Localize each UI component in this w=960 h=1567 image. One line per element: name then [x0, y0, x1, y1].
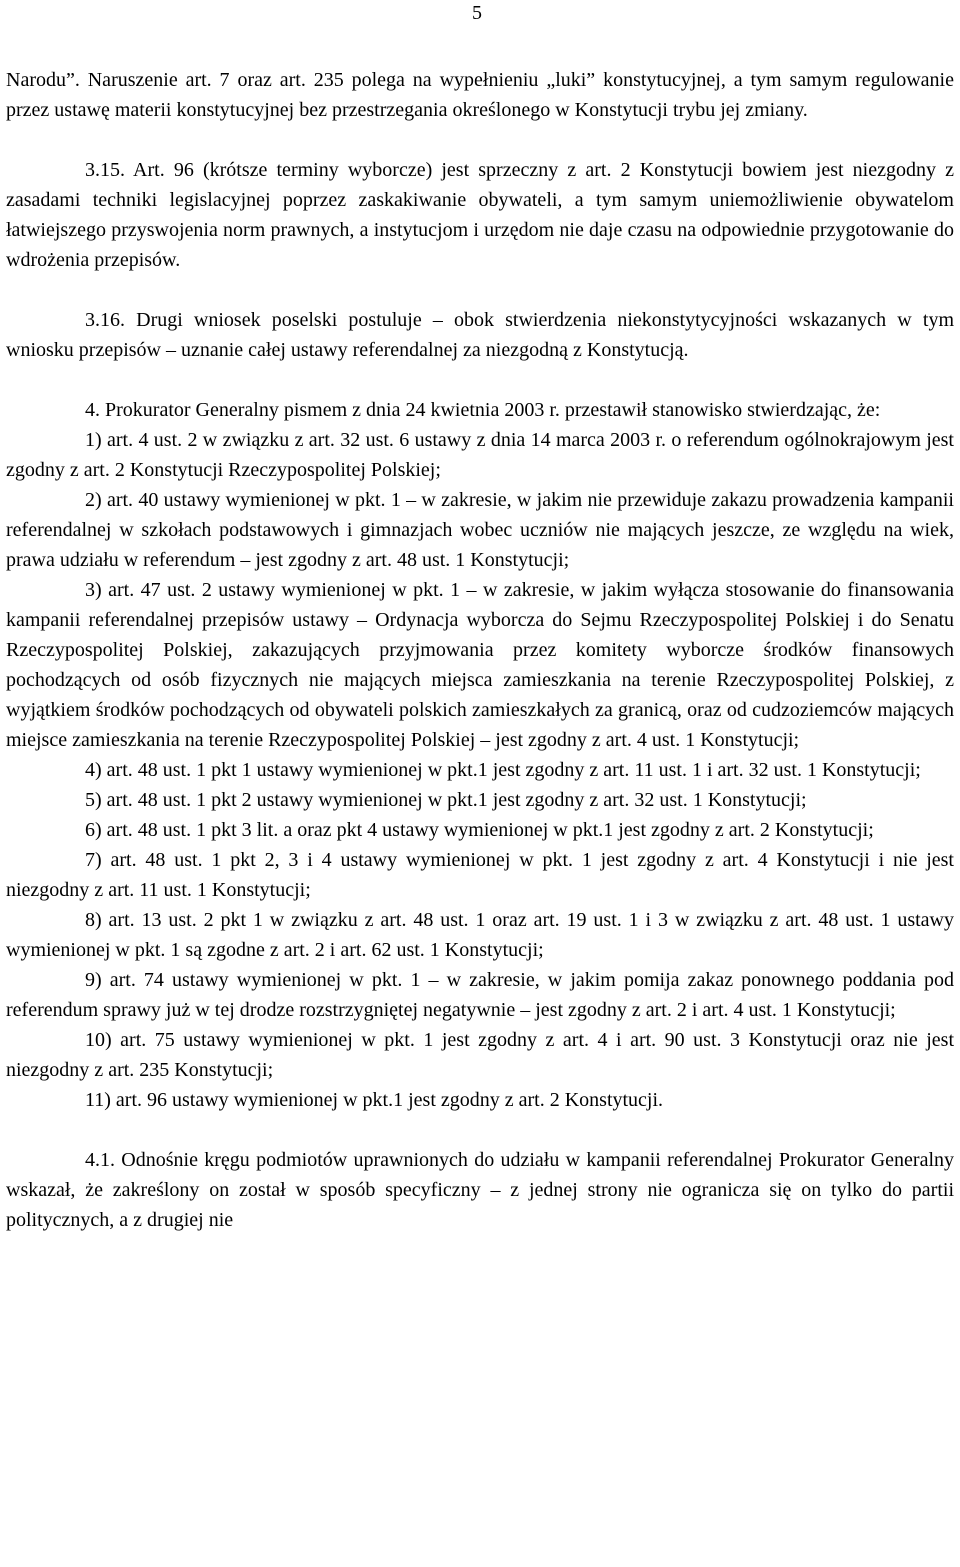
list-item-7: 7) art. 48 ust. 1 pkt 2, 3 i 4 ustawy wymienionej w pkt. 1 jest zgodny z art. 4 Konstytucji i nie jest niezgodny z art. 11 ust. 1 Konstytucji; [6, 849, 954, 901]
list-item-9: 9) art. 74 ustawy wymienionej w pkt. 1 – w zakresie, w jakim pomija zakaz ponownego poddania pod referendum sprawy już w tej drodze rozstrzygniętej negatywnie – jest zgodny z art. 2 i art. 4 ust. 1 Konstytucji; [6, 969, 954, 1021]
paragraph-4: 4. Prokurator Generalny pismem z dnia 24 kwietnia 2003 r. przestawił stanowisko stwierdzając, że: [85, 399, 881, 421]
list-item-2: 2) art. 40 ustawy wymienionej w pkt. 1 – w zakresie, w jakim nie przewiduje zakazu prowadzenia kampanii referendalnej w szkołach podstawowych i gimnazjach wobec uczniów nie mających jeszcze, ze względu na wiek, prawa udziału w referendum – jest zgodny z art. 48 ust. 1 Konstytucji; [6, 489, 954, 571]
list-item-5: 5) art. 48 ust. 1 pkt 2 ustawy wymienionej w pkt.1 jest zgodny z art. 32 ust. 1 Konstytucji; [85, 789, 807, 811]
list-item-3: 3) art. 47 ust. 2 ustawy wymienionej w pkt. 1 – w zakresie, w jakim wyłącza stosowanie do finansowania kampanii referendalnej przepisów ustawy – Ordynacja wyborcza do Sejmu Rzeczypospolitej Polskiej i do Senatu Rzeczypospolitej Polskiej, zakazujących przyjmowania przez komitety wyborcze środków finansowych pochodzących od osób fizycznych nie mających miejsca zamieszkania na terenie Rzeczypospolitej Polskiej, z wyjątkiem środków pochodzących od obywateli polskich zamieszkałych za granicą, oraz od cudzoziemców mających miejsce zamieszkania na terenie Rzeczypospolitej Polskiej – jest zgodny z art. 4 ust. 1 Konstytucji; [6, 579, 954, 751]
paragraph-gap [6, 125, 954, 155]
paragraph-3-15: 3.15. Art. 96 (krótsze terminy wyborcze) jest sprzeczny z art. 2 Konstytucji bowiem jest niezgodny z zasadami techniki legislacyjnej poprzez zaskakiwanie obywateli, a tym samym uniemożliwienie obywatelom łatwiejszego przyswojenia norm prawnych, a instytucjom i urzędom nie daje czasu na odpowiednie przygotowanie do wdrożenia przepisów. [6, 159, 954, 271]
list-item-10: 10) art. 75 ustawy wymienionej w pkt. 1 jest zgodny z art. 4 i art. 90 ust. 3 Konstytucji oraz nie jest niezgodny z art. 235 Konstytucji; [6, 1029, 954, 1081]
paragraph-continuation: Narodu”. Naruszenie art. 7 oraz art. 235 polega na wypełnieniu „luki” konstytucyjnej, a tym samym regulowanie przez ustawę materii konstytucyjnej bez przestrzegania określonego w Konstytucji trybu jej zmiany. [6, 69, 954, 121]
list-item-1: 1) art. 4 ust. 2 w związku z art. 32 ust. 6 ustawy z dnia 14 marca 2003 r. o referendum ogólnokrajowym jest zgodny z art. 2 Konstytucji Rzeczypospolitej Polskiej; [6, 429, 954, 481]
paragraph-3-16: 3.16. Drugi wniosek poselski postuluje – obok stwierdzenia niekonstytycyjności wskazanych w tym wniosku przepisów – uznanie całej ustawy referendalnej za niezgodną z Konstytucją. [6, 309, 954, 361]
document-body [6, 65, 954, 1235]
paragraph-gap [6, 275, 954, 305]
paragraph-gap [6, 1115, 954, 1145]
page-number: 5 [472, 2, 482, 24]
list-item-11: 11) art. 96 ustawy wymienionej w pkt.1 jest zgodny z art. 2 Konstytucji. [85, 1089, 664, 1111]
list-item-4: 4) art. 48 ust. 1 pkt 1 ustawy wymienionej w pkt.1 jest zgodny z art. 11 ust. 1 i art. 32 ust. 1 Konstytucji; [85, 759, 921, 781]
paragraph-gap [6, 365, 954, 395]
list-item-8: 8) art. 13 ust. 2 pkt 1 w związku z art. 48 ust. 1 oraz art. 19 ust. 1 i 3 w związku z art. 48 ust. 1 ustawy wymienionej w pkt. 1 są zgodne z art. 2 i art. 62 ust. 1 Konstytucji; [6, 909, 954, 961]
paragraph-4-1: 4.1. Odnośnie kręgu podmiotów uprawnionych do udziału w kampanii referendalnej Prokurator Generalny wskazał, że zakreślony on został w sposób specyficzny – z jednej strony nie ogranicza się on tylko do partii politycznych, a z drugiej nie [6, 1149, 954, 1231]
list-item-6: 6) art. 48 ust. 1 pkt 3 lit. a oraz pkt 4 ustawy wymienionej w pkt.1 jest zgodny z art. 2 Konstytucji; [85, 819, 874, 841]
